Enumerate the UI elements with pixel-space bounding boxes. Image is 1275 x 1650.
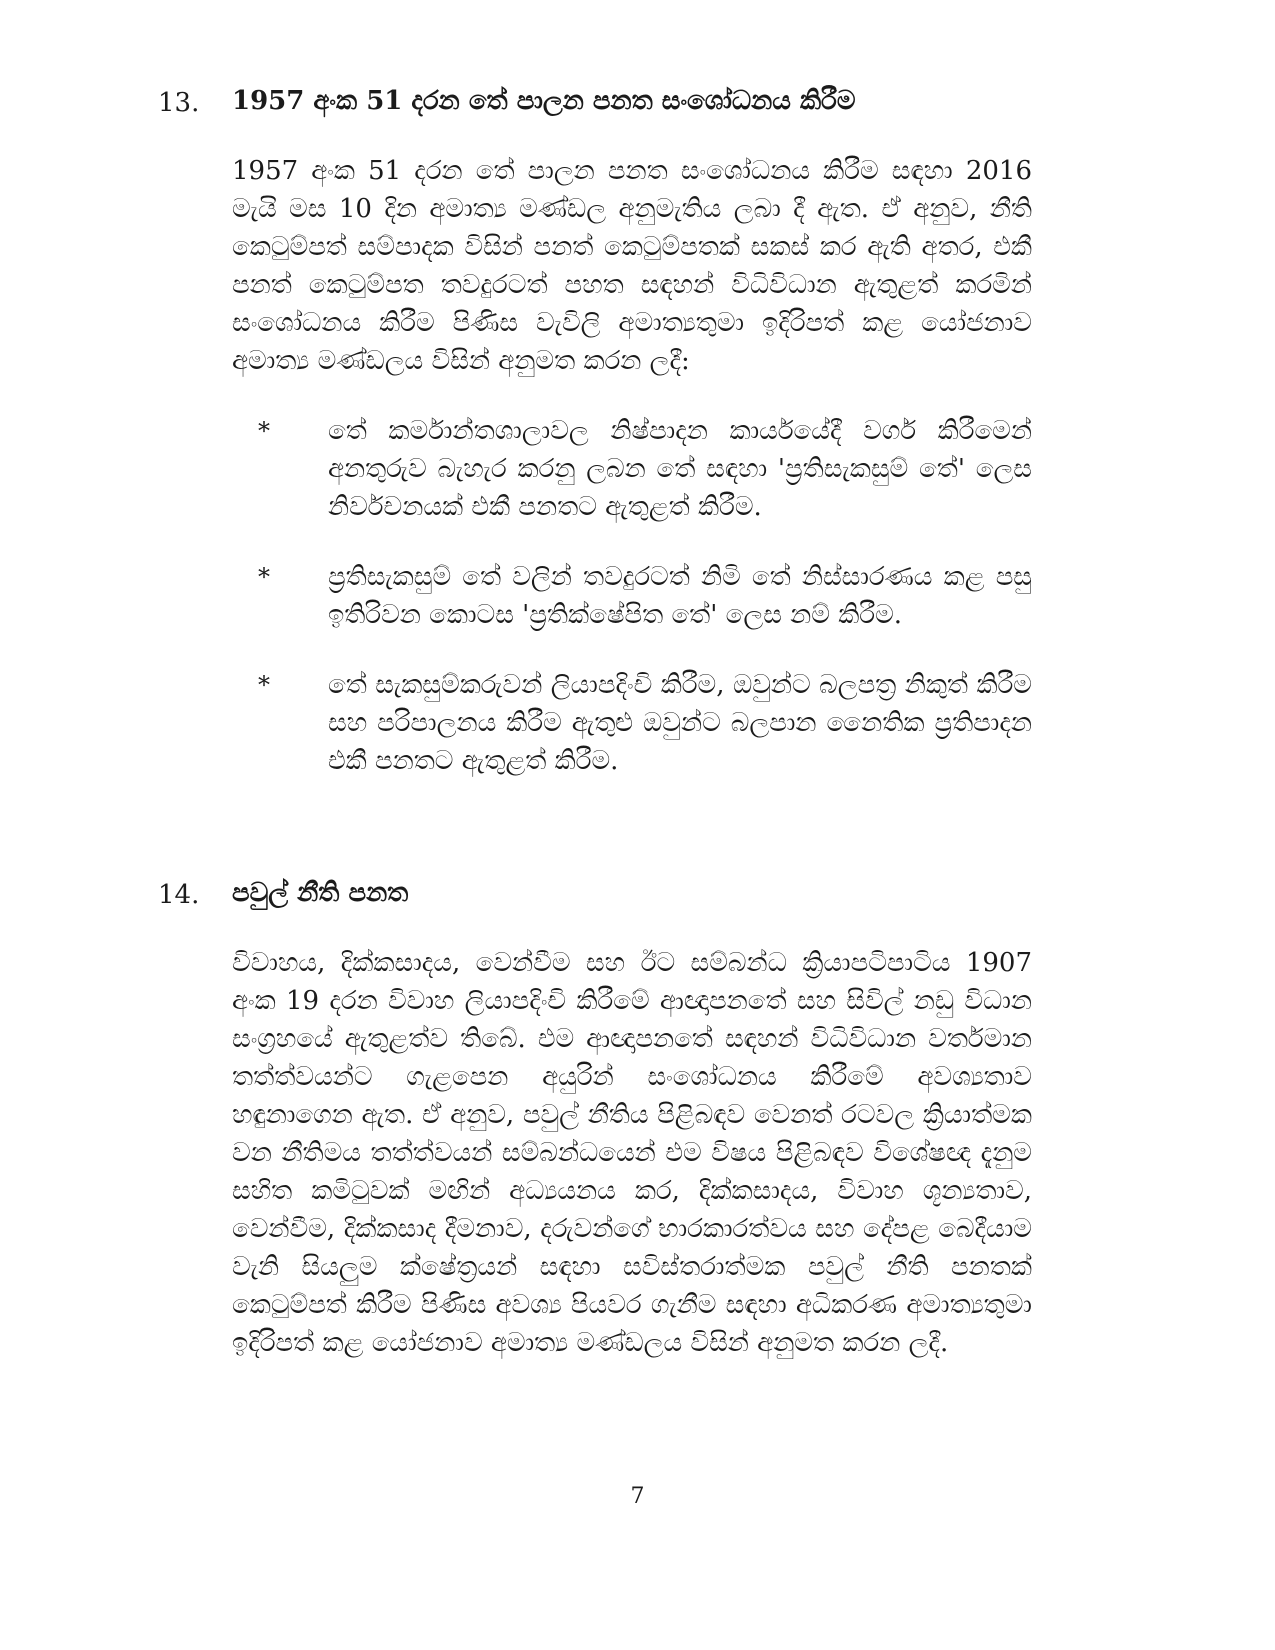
bullet-item [232,558,1032,634]
bullet-star-icon: * [258,563,270,591]
section-heading [0,872,1275,922]
bullet-star-icon: * [258,417,270,445]
section-title: 1957 අංක 51 දරන තේ පාලන පනත සංශෝධනය කිරීම [232,86,856,116]
section-number: 14. [158,880,200,910]
bullet-star-icon: * [258,671,270,699]
bullet-item [232,666,1032,780]
section-heading [0,80,1275,130]
section-title: පවුල් නීති පනත [232,878,409,908]
bullet-item [232,412,1032,526]
bullet-text: තේ සැකසුම්කරුවන් ලියාපදිංචි කිරීම, ඔවුන්ට බලපත්‍ර නිකුත් කිරීම සහ පරිපාලනය කිරීම ඇතුළු ඔවුන්ට බලපාන නෛතික ප්‍රතිපාදන එකී පනතට ඇතුළත් කිරීම. [328,670,1032,776]
section-paragraph: 1957 අංක 51 දරන තේ පාලන පනත සංශෝධනය කිරීම සඳහා 2016 මැයි මස 10 දින අමාත්‍ය මණ්ඩල අනුමැතිය ලබා දී ඇත. ඒ අනුව, නීති කෙටුම්පත් සම්පාදක විසින් පනත් කෙටුම්පතක් සකස් කර ඇති අතර, එකී පනත් කෙටුම්පත තවදුරටත් පහත සඳහන් විධිවිධාන ඇතුළත් කරමින් සංශෝධනය කිරීම පිණිස වැවිලි අමාත්‍යතුමා ඉදිරිපත් කළ යෝජනාව අමාත්‍ය මණ්ඩලය විසින් අනුමත කරන ලදී: [232,156,1032,376]
section-14 [0,872,1275,1358]
bullet-list [232,412,1032,812]
section-number: 13. [158,88,200,118]
bullet-text: තේ කර්මාන්තශාලාවල නිෂ්පාදන කාර්යයේදී වර්ග කිරීමෙන් අනතුරුව බැහැර කරනු ලබන තේ සඳහා 'ප්‍රතිසැකසුම් තේ' ලෙස නිර්වචනයක් එකී පනතට ඇතුළත් කිරීම. [328,416,1032,522]
page-number: 7 [630,1484,645,1509]
bullet-text: ප්‍රතිසැකසුම් තේ වලින් තවදුරටත් නිමි තේ නිස්සාරණය කළ පසු ඉතිරිවන කොටස 'ප්‍රතික්ෂේපිත තේ' ලෙස නම් කිරීම. [328,562,1032,630]
section-paragraph: විවාහය, දික්කසාදය, වෙන්වීම සහ ඊට සම්බන්ධ ක්‍රියාපටිපාටිය 1907 අංක 19 දරන විවාහ ලියාපදිංචි කිරීමේ ආඥාපනතේ සහ සිවිල් නඩු විධාන සංග්‍රහයේ ඇතුළත්ව තිබේ. එම ආඥාපනතේ සඳහන් විධිවිධාන වර්තමාන තත්ත්වයන්ට ගැළපෙන අයුරින් සංශෝධනය කිරීමේ අවශ්‍යතාව හඳුනාගෙන ඇත. ඒ අනුව, පවුල් නීතිය පිළිබඳව වෙනත් රටවල ක්‍රියාත්මක වන නීතිමය තත්ත්වයන් සම්බන්ධයෙන් එම විෂය පිළිබඳව විශේෂඥ දැනුම සහිත කමිටුවක් මඟින් අධ්‍යයනය කර, දික්කසාදය, විවාහ ශූන්‍යතාව, වෙන්වීම, දික්කසාද දීමනාව, දරුවන්ගේ භාරකාරත්වය සහ දේපළ බෙදීයාම වැනි සියලුම ක්ෂේත්‍රයන් සඳහා සවිස්තරාත්මක පවුල් නීති පනතක් කෙටුම්පත් කිරීම පිණිස අවශ්‍ය පියවර ගැනීම සඳහා අධිකරණ අමාත්‍යතුමා ඉදිරිපත් කළ යෝජනාව අමාත්‍ය මණ්ඩලය විසින් අනුමත කරන ලදී. [232,948,1032,1358]
section-13 [0,80,1275,776]
